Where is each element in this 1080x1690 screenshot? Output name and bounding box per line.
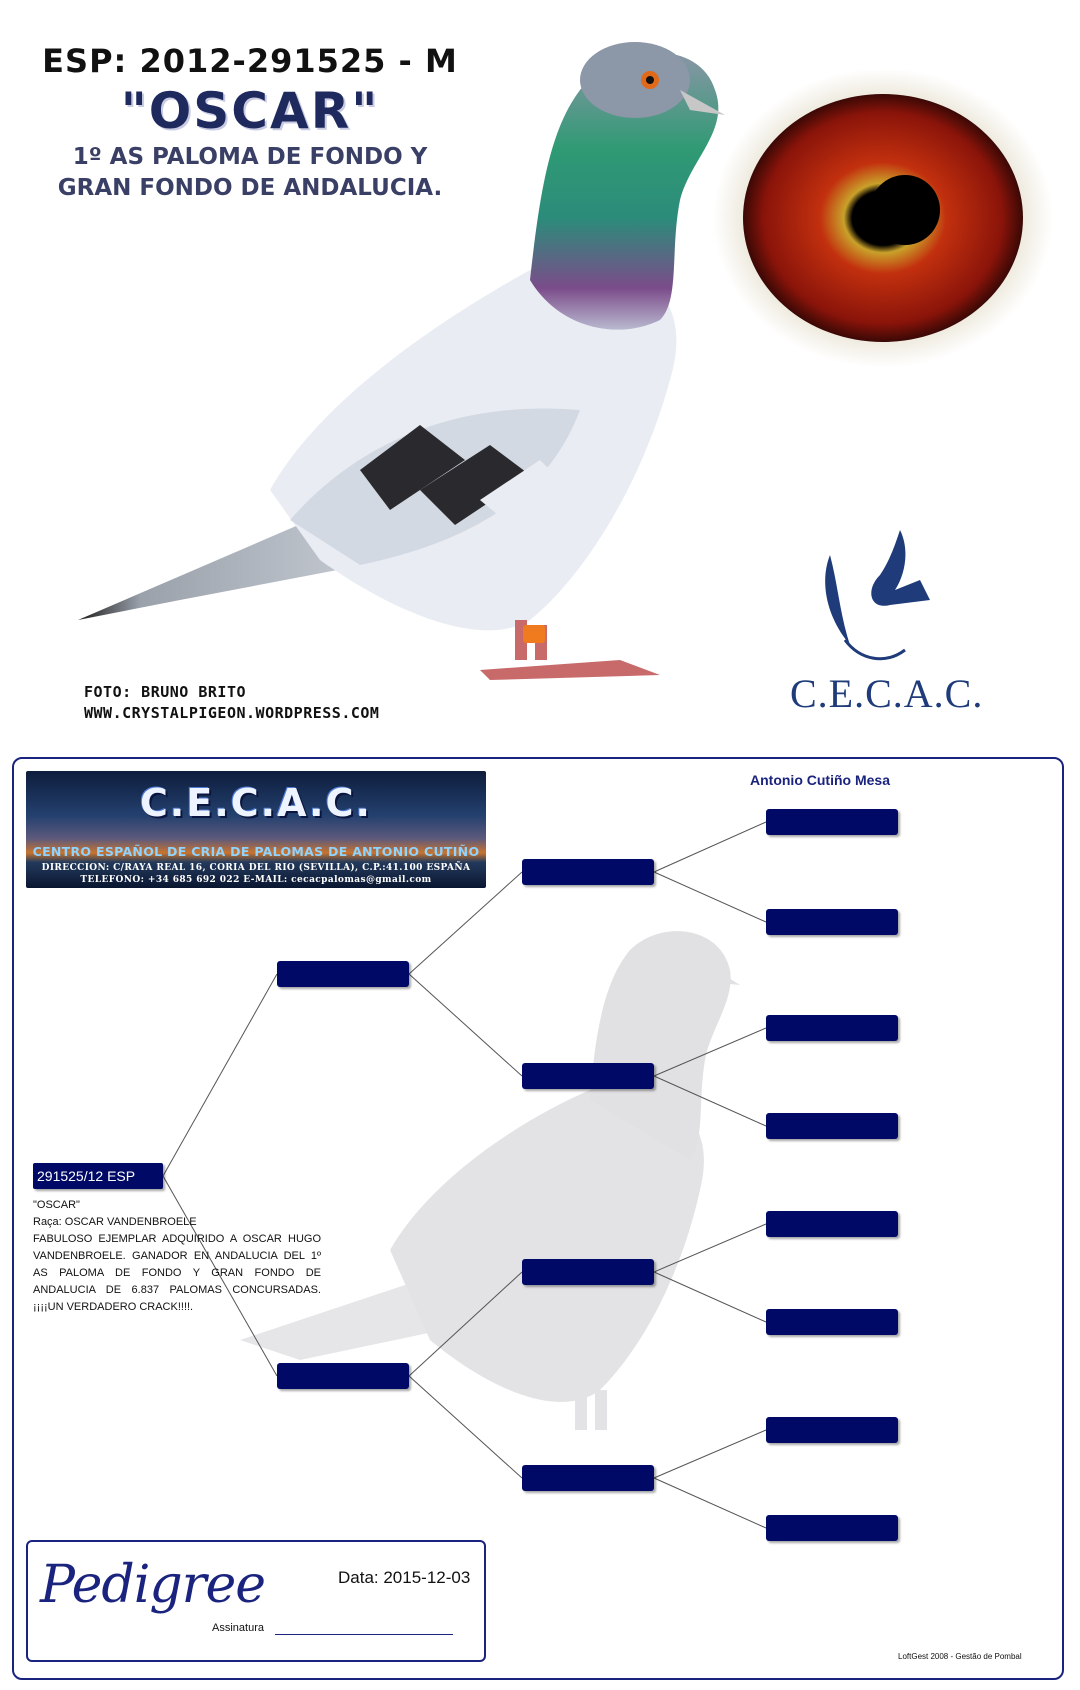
pedigree-great-grandparent-box[interactable]: [766, 809, 898, 835]
signature-line[interactable]: [275, 1634, 453, 1635]
pedigree-grandparent-box[interactable]: [522, 859, 654, 885]
banner-address: DIRECCION: C/RAYA REAL 16, CORIA DEL RIO (SEVILLA), C.P.:41.100 ESPAÑA: [41, 863, 471, 873]
achievement-line-1: 1º AS PALOMA DE FONDO Y: [72, 144, 428, 170]
pedigree-great-grandparent-box[interactable]: [766, 909, 898, 935]
photo-credit-website: WWW.CRYSTALPIGEON.WORDPRESS.COM: [84, 704, 380, 722]
pedigree-great-grandparent-box[interactable]: [766, 1113, 898, 1139]
pigeon-name: "OSCAR": [120, 82, 380, 140]
photo-credit-photographer: FOTO: BRUNO BRITO: [84, 683, 247, 701]
banner-contact: TELEFONO: +34 685 692 022 E-MAIL: cecacpalomas@gmail.com: [80, 875, 432, 885]
achievement-line-2: GRAN FONDO DE ANDALUCIA.: [57, 175, 443, 201]
brand-name: C.E.C.A.C.: [790, 671, 984, 716]
subject-notes: [33, 1197, 321, 1316]
pedigree-grandparent-box[interactable]: [522, 1259, 654, 1285]
banner-subtitle: CENTRO ESPAÑOL DE CRIA DE PALOMAS DE ANTONIO CUTIÑO: [32, 844, 480, 859]
signature-label: Assinatura: [212, 1622, 264, 1634]
pedigree-great-grandparent-box[interactable]: [766, 1015, 898, 1041]
pedigree-great-grandparent-box[interactable]: [766, 1515, 898, 1541]
subject-description: FABULOSO EJEMPLAR ADQUIRIDO A OSCAR HUGO VANDENBROELE. GANADOR EN ANDALUCIA DEL 1º AS PALOMA DE FONDO Y GRAN FONDO DE ANDALUCIA DE 6.837 PALOMAS CONCURSADAS. ¡¡¡¡UN VERDADERO CRACK!!!!.: [33, 1233, 321, 1313]
subject-breed: Raça: OSCAR VANDENBROELE: [33, 1216, 197, 1228]
pedigree-date: Data: 2015-12-03: [338, 1568, 471, 1587]
pedigree-great-grandparent-box[interactable]: [766, 1309, 898, 1335]
pedigree-sire-box[interactable]: [277, 961, 409, 987]
pedigree-grandparent-box[interactable]: [522, 1465, 654, 1491]
breeder-name: Antonio Cutiño Mesa: [750, 772, 890, 788]
subject-name: "OSCAR": [33, 1199, 80, 1211]
ring-number: ESP: 2012-291525 - M: [42, 42, 458, 80]
pedigree-great-grandparent-box[interactable]: [766, 1417, 898, 1443]
pedigree-dam-box[interactable]: [277, 1363, 409, 1389]
pedigree-title: Pedigree: [40, 1555, 266, 1615]
subject-ring-box[interactable]: 291525/12 ESP: [33, 1163, 163, 1189]
banner-title: C.E.C.A.C.: [140, 781, 372, 825]
software-credit: LoftGest 2008 - Gestão de Pombal: [898, 1652, 1022, 1661]
pedigree-grandparent-box[interactable]: [522, 1063, 654, 1089]
pedigree-great-grandparent-box[interactable]: [766, 1211, 898, 1237]
